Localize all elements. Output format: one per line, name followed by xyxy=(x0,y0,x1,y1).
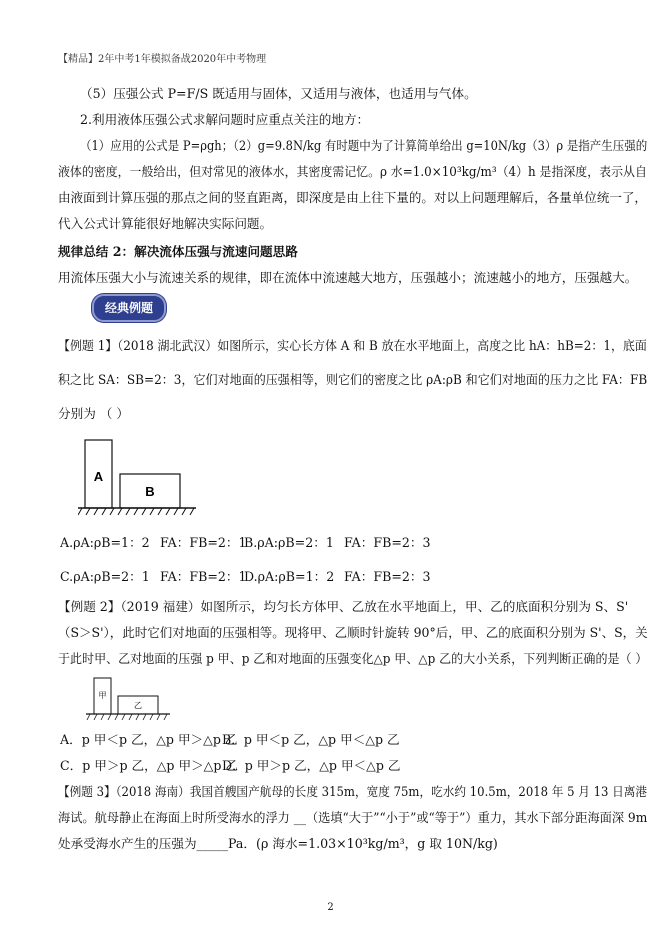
example3-text: 处承受海水产生的压强为_____Pa．(ρ 海水=1.03×10³kg/m³，g 取 10N/kg) xyxy=(58,836,498,851)
option-b: B.ρA:ρB=2：1 xyxy=(244,535,334,550)
option-d: D.ρA:ρB=1：2 xyxy=(244,569,335,584)
option-a: A.ρA:ρB=1：2 xyxy=(60,535,150,550)
example3-text: 【例题 3】（2018 海南）我国首艘国产航母的长度 315m，宽度 75m，吃水约 10.5m，2018 年 5 月 13 日离港 xyxy=(58,784,648,799)
text-line: 由液面到计算压强的那点之间的竖直距离，即深度是由上往下量的。对以上问题理解后，各量单位统一了， xyxy=(58,190,647,205)
example1-text: 分别为 （ ） xyxy=(58,406,129,421)
page-number: 2 xyxy=(327,902,334,913)
text-line: 代入公式计算能很好地解决实际问题。 xyxy=(58,216,273,231)
option-c-force: FA：FB=2：1 xyxy=(160,569,247,584)
ground-hatch xyxy=(78,508,194,515)
text-line: （1）应用的公式是 P=ρgh；（2）g=9.8N/kg 有时题中为了计算简单给出 g=10N/kg（3）ρ 是指产生压强的 xyxy=(80,138,648,153)
example1-text: 积之比 SA：SB=2：3，它们对地面的压强相等，则它们的密度之比 ρA:ρB 和它们对地面的压力之比 FA：FB xyxy=(58,372,648,387)
block-b-label: B xyxy=(145,484,155,499)
option-c: C．p 甲＞p 乙，△p 甲＞△p 乙 xyxy=(60,758,239,773)
classic-examples-badge: 经典例题 xyxy=(92,294,166,322)
block-a-label: A xyxy=(93,469,104,484)
example1-text: 【例题 1】（2018 湖北武汉）如图所示，实心长方体 A 和 B 放在水平地面上，高度之比 hA：hB=2：1，底面 xyxy=(58,338,647,353)
example2-text: （S＞S'），此时它们对地面的压强相等。现将甲、乙顺时针旋转 90°后，甲、乙的底面积分别为 S'、S，关 xyxy=(58,625,648,640)
option-b: B．p 甲＜p 乙，△p 甲＜△p 乙 xyxy=(222,732,400,747)
text-line: 2.利用液体压强公式求解问题时应重点关注的地方： xyxy=(80,112,370,127)
option-a: A．p 甲＜p 乙，△p 甲＞△p 乙 xyxy=(60,732,238,747)
option-c: C.ρA:ρB=2：1 xyxy=(60,569,150,584)
option-b-force: FA：FB=2：3 xyxy=(344,535,431,550)
example2-text: 【例题 2】（2019 福建）如图所示，均匀长方体甲、乙放在水平地面上，甲、乙的底面积分别为 S、S' xyxy=(58,599,629,614)
page-header: 【精品】2年中考1年模拟备战2020年中考物理 xyxy=(58,54,267,65)
example2-text: 于此时甲、乙对地面的压强 p 甲、p 乙和对地面的压强变化△p 甲、△p 乙的大小关系，下列判断正确的是（ ） xyxy=(58,651,648,666)
block-jia-label: 甲 xyxy=(98,691,107,700)
ground-hatch xyxy=(87,714,167,720)
example3-text: 海试。航母静止在海面上时所受海水的浮力 __（选填“大于”“小于”或“等于”）重力，其水下部分距海面深 9m xyxy=(58,810,648,825)
option-d: D．p 甲＞p 乙，△p 甲＜△p 乙 xyxy=(222,758,401,773)
section-heading: 规律总结 2：解决流体压强与流速问题思路 xyxy=(58,244,298,259)
option-a-force: FA：FB=2：1 xyxy=(160,535,247,550)
text-line: （5）压强公式 P=F/S 既适用与固体，又适用与液体，也适用与气体。 xyxy=(80,86,477,101)
example1-figure xyxy=(78,436,198,520)
option-d-force: FA：FB=2：3 xyxy=(344,569,431,584)
text-line: 用流体压强大小与流速关系的规律，即在流体中流速越大地方，压强越小；流速越小的地方，压强越大。 xyxy=(58,270,638,285)
example2-figure xyxy=(84,676,174,722)
block-yi-label: 乙 xyxy=(134,701,142,710)
text-line: 液体的密度，一般给出，但对常见的液体水，其密度需记忆。ρ 水=1.0×10³kg/m³（4）h 是指深度，表示从自 xyxy=(58,164,647,179)
